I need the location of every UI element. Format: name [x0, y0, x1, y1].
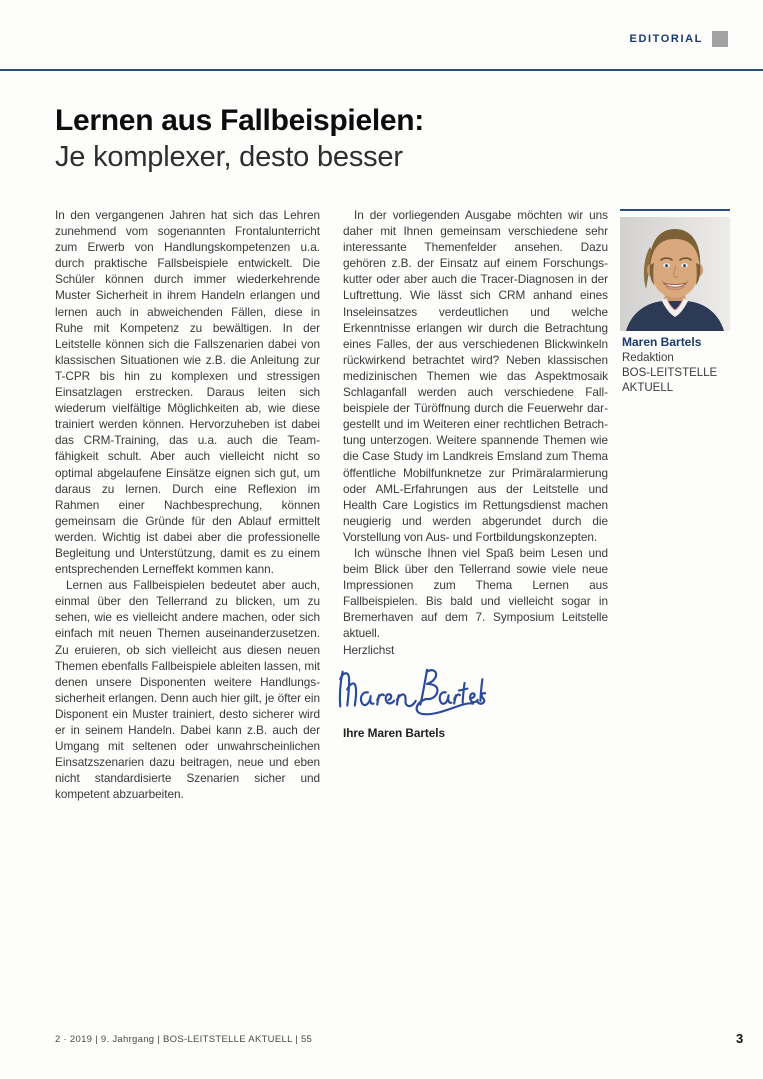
closing-salutation: Herzlichst	[343, 642, 395, 657]
section-label: EDITORIAL	[629, 33, 703, 45]
signature-strokes	[340, 669, 485, 713]
byline: Ihre Maren Bartels	[343, 725, 446, 740]
article-title-line2: Je komplexer, desto besser	[55, 141, 403, 173]
caption-role: Redaktion	[622, 352, 674, 364]
footer-page-number: 3	[736, 1031, 744, 1046]
caption-name: Maren Bartels	[622, 335, 702, 349]
section-marker-square-icon	[712, 31, 728, 47]
page-header	[630, 31, 728, 47]
sidebar-rule	[620, 209, 730, 211]
paragraph: Ich wünsche Ihnen viel Spaß beim Lesen und beim Blick über den Tellerrand sowie viele neue Impressionen zum Thema Lernen aus Fallbeispielen. Bis bald und vielleicht sogar in Bremerhaven auf dem 7. Symposium Leitstelle aktuell.	[343, 545, 608, 641]
caption-org-line2: AKTUELL	[622, 382, 674, 394]
paragraph: Lernen aus Fallbeispielen bedeutet aber auch, einmal über den Tellerrand zu blicken, um zu sehen, wie es vielleicht andere machen, oder sich einfach mit neuen Themen auseinanderzusetzen. Zu eruieren, ob sich vielleicht aus diesen neuen Themen ebenfalls Fallbeispiele ableiten lassen, mit denen unsere Disponenten weitere Handlungssicherheit erlangen. Denn auch hier gilt, je öfter ein Disponent ein Muster trainiert, desto sicherer wird er in seinem Handeln. Dabei kann z.B. auch der Umgang mit seltenen oder unwahrscheinlichen Einsatzszenarien dazu beitragen, neue und eben nicht standardisierte Szenarien sicher und kompetent abzuarbeiten.	[55, 578, 320, 802]
signature-image	[336, 660, 608, 725]
body-column-2	[343, 207, 608, 741]
body-column-1	[55, 207, 320, 802]
header-rule	[0, 69, 763, 71]
paragraph: In den vergangenen Jahren hat sich das Lehren zunehmend vom sogenannten Frontalunterricht zum Erwerb von Handlungskompetenzen u.a. durch praktische Fallsbeispiele entwickelt. Die Schüler können durch immer wiederkehrende Muster Sicherheit in ihrem Handeln erlangen und lernen auch in abweichenden Fällen, diese in Ruhe mit Kompetenz zu bewältigen. In der Leitstelle können sich die Fallszenarien dabei von klassischen Situationen wie z.B. die Anleitung zur T-CPR bis hin zu komplexen und stressigen Einsatzlagen erstrecken. Daraus leiten sich wiederum vielfältige Möglichkeiten ab, wie diese trainiert werden können. Hervorzuheben ist dabei das CRM-Training, das u.a. auch die Teamfähigkeit schult. Aber auch vielleicht nicht so optimal abgelaufene Einsätze eignen sich gut, um daraus zu lernen. Durch eine Reflexion im Rahmen einer Nachbesprechung, können gemeinsam die Gründe für den Ablauf ermittelt werden. Wichtig ist dabei aber die professionelle Begleitung und Unterstützung, damit es zu einem entsprechenden Lerneffekt kommen kann.	[55, 208, 320, 577]
footer-issue-info: 2 · 2019 | 9. Jahrgang | BOS-LEITSTELLE AKTUELL | 55	[55, 1034, 313, 1045]
portrait-photo	[620, 217, 730, 331]
signature-svg	[336, 660, 488, 721]
article-title-line1: Lernen aus Fallbeispielen:	[55, 104, 424, 137]
caption-org-line1: BOS-LEITSTELLE	[622, 367, 718, 379]
portrait-caption	[622, 335, 752, 396]
paragraph: In der vorliegenden Ausgabe möchten wir uns daher mit Ihnen gemeinsam verschiedene sehr interessante Themenfelder ansehen. Dazu gehören z.B. der Einsatz auf einem Forschungskutter oder aber auch die Tracer-Diagnosen in der Luftrettung. Wie lässt sich CRM anhand eines Inseleinsatzes verdeutlichen und welche Erkenntnisse erlangen wir durch die Betrachtung eines Falles, der aus verschiedenen Blickwinkeln rückwirkend betrachtet wird? Neben klassischen medizinischen Themen wie das Aspektmosaik Schlaganfall werden auch verschiedene Fallbeispiele der Türöffnung durch die Feuerwehr dargestellt und im Weiteren einer rechtlichen Betrachtung unterzogen. Weitere spannende Themen wie die Case Study im Landkreis Emsland zum Thema öffentliche Mobilfunknetze zur Primäralarmierung oder AML-Erfahrungen aus der Leitstelle und Health Care Logistics im Rettungsdienst machen neugierig und werden abgerundet durch die Vorstellung von Aus- und Fortbildungskonzepten.	[343, 208, 608, 544]
article-title	[55, 102, 424, 176]
